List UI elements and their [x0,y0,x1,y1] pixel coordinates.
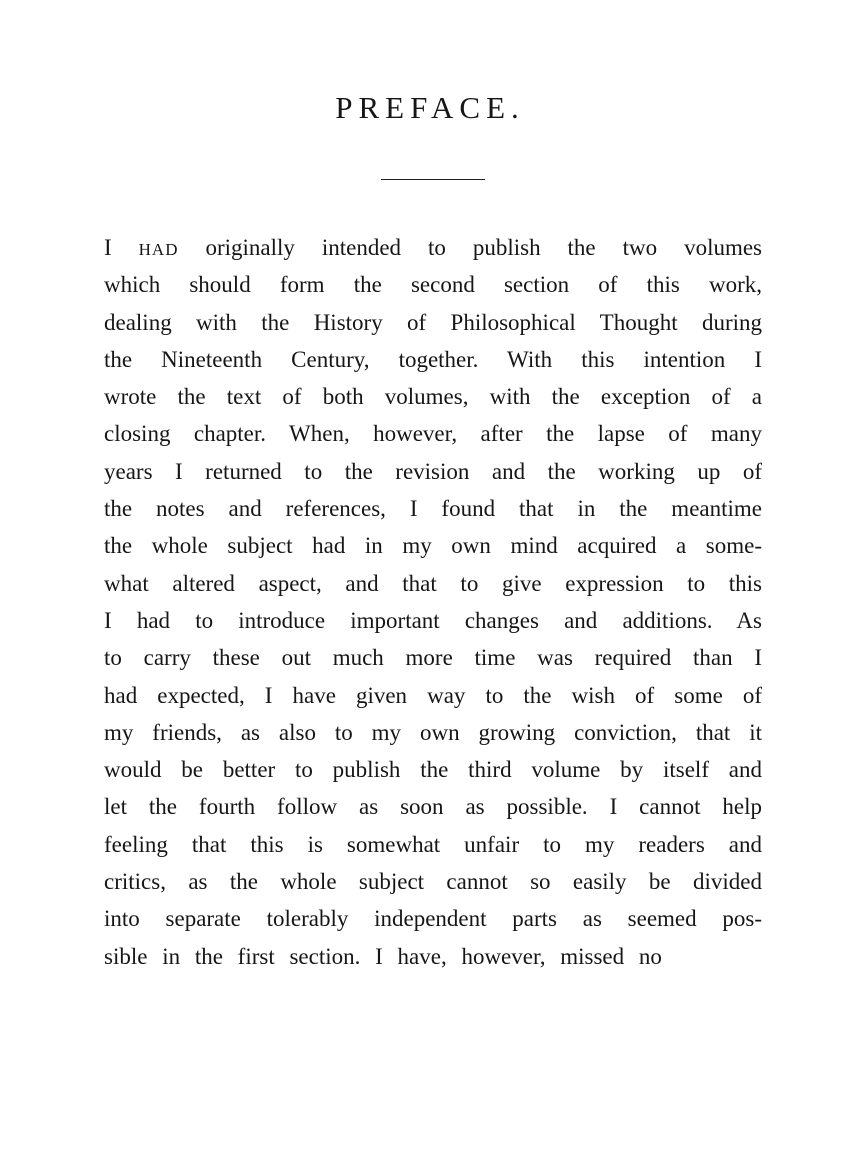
drop-word: I [104,235,112,260]
text-line: closing chapter. When, however, after the lapse of many [104,421,762,447]
text-line: sible in the first section. I have, however, missed no [104,943,662,969]
smallcaps-word: HAD [138,240,179,259]
text-line: the Nineteenth Century, together. With this intention I [104,346,762,372]
text-line: feeling that this is somewhat unfair to my readers and [104,831,762,857]
text-line: I had to introduce important changes and additions. As [104,607,762,633]
text-line: to carry these out much more time was required than I [104,645,762,671]
text-line: would be better to publish the third volume by itself and [104,757,762,783]
text-line: what altered aspect, and that to give expression to this [104,570,762,596]
text-line: which should form the second section of this work, [104,272,762,298]
text-line: had expected, I have given way to the wish of some of [104,682,762,708]
text-line: my friends, as also to my own growing conviction, that it [104,719,762,745]
text-line: critics, as the whole subject cannot so easily be divided [104,869,762,895]
first-line-rest: originally intended to publish the two volumes [205,235,763,260]
title-divider [381,179,485,180]
text-line: dealing with the History of Philosophical Thought during [104,309,762,335]
text-line [104,229,762,266]
text-line: wrote the text of both volumes, with the exception of a [104,384,762,410]
page-title: PREFACE. [335,90,525,125]
text-line: into separate tolerably independent parts as seemed pos- [104,906,762,932]
text-line: the whole subject had in my own mind acquired a some- [104,533,762,559]
text-line: years I returned to the revision and the working up of [104,458,762,484]
preface-text [104,229,762,975]
text-line: let the fourth follow as soon as possible. I cannot help [104,794,762,820]
text-line: the notes and references, I found that in the meantime [104,496,762,522]
